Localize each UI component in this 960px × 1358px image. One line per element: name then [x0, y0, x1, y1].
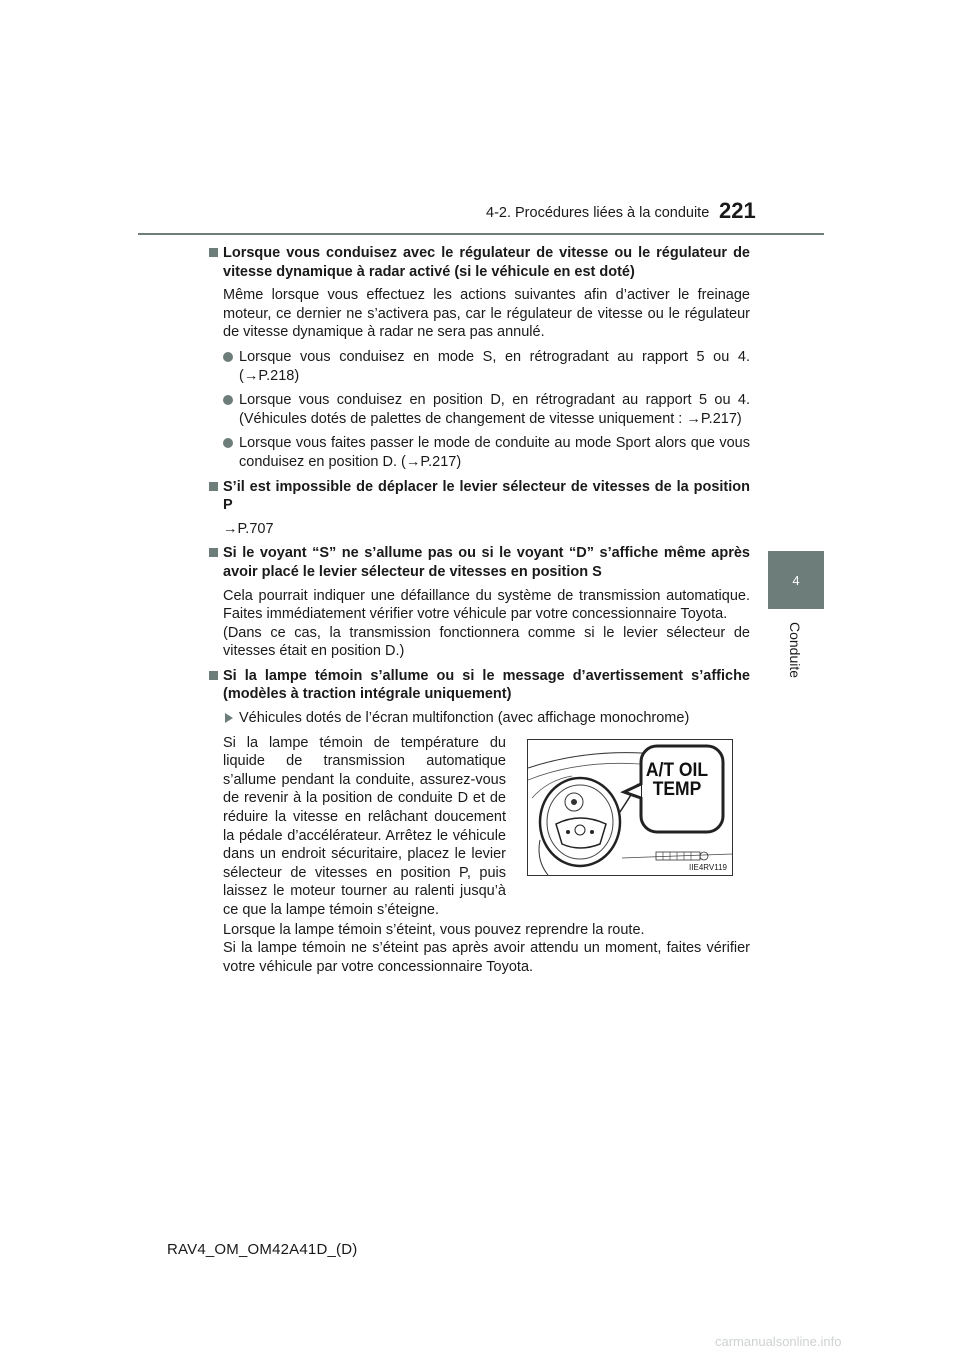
watermark[interactable]: carmanualsonline.info	[715, 1334, 842, 1349]
warning-message	[642, 761, 712, 799]
round-bullet-icon	[223, 395, 233, 405]
paragraph: Cela pourrait indiquer une défaillance du système de transmission automatique. Faites immédiatement vérifier votre véhicule par votre concessionnaire Toyota.	[223, 587, 750, 623]
round-bullet-icon	[223, 438, 233, 448]
section-heading	[209, 478, 750, 515]
header-section-title: 4-2. Procédures liées à la conduite	[486, 205, 710, 221]
section-heading-text: Lorsque vous conduisez avec le régulateur de vitesse ou le régulateur de vitesse dynamique à radar activé (si le véhicule en est doté)	[223, 245, 750, 280]
paragraph: Si la lampe témoin ne s’éteint pas après avoir attendu un moment, faites vérifier votre véhicule par votre concessionnaire Toyota.	[223, 940, 750, 975]
triangle-bullet-icon	[225, 713, 233, 723]
dashboard-illustration	[527, 739, 733, 876]
section-heading-text: S’il est impossible de déplacer le levier sélecteur de vitesses de la position P	[223, 478, 750, 514]
section-heading-text: Si la lampe témoin s’allume ou si le message d’avertissement s’affiche (modèles à traction intégrale uniquement)	[223, 667, 750, 703]
paragraph: Lorsque la lampe témoin s’éteint, vous pouvez reprendre la route.	[223, 921, 645, 938]
square-bullet-icon	[209, 482, 218, 491]
list-item	[209, 348, 750, 385]
paragraph: Si la lampe témoin de température du liquide de transmission automatique s’allume pendant la conduite, assurez-vous de revenir à la position de conduite D et de réduire la vitesse en relâchant doucement la pédale d’accélérateur. Arrêtez le véhicule dans un endroit sécuritaire, placez le levier sélecteur de vitesses en position P, puis laissez le moteur tourner au ralenti jusqu’à ce que la lampe témoin s’éteigne.	[223, 734, 506, 918]
list-item-text: Lorsque vous conduisez en position D, en rétrogradant au rapport 5 ou 4. (Véhicules dotés de palettes de changement de vitesse uniquement : →P.217)	[239, 392, 750, 427]
chapter-tab[interactable]	[768, 551, 824, 609]
chapter-title: Conduite	[787, 621, 803, 679]
list-item	[209, 434, 750, 471]
list-item	[209, 391, 750, 428]
illustration-code: IIE4RV119	[689, 863, 727, 872]
header-rule	[138, 233, 824, 235]
paragraph: Même lorsque vous effectuez les actions suivantes afin d’activer le freinage moteur, ce dernier ne s’activera pas, car le régulateur de vitesse ou le régulateur de vitesse dynamique à radar ne sera pas annulé.	[223, 287, 750, 341]
section-heading	[209, 244, 750, 281]
sub-item	[209, 709, 750, 728]
paragraph: (Dans ce cas, la transmission fonctionnera comme si le levier sélecteur de vitesses était en position D.)	[223, 624, 750, 660]
square-bullet-icon	[209, 248, 218, 257]
footer-model-code: RAV4_OM_OM42A41D_(D)	[167, 1241, 358, 1258]
section-heading	[209, 667, 750, 704]
square-bullet-icon	[209, 671, 218, 680]
warning-line: TEMP	[652, 779, 702, 800]
warning-line: A/T OIL	[645, 760, 709, 781]
list-item-text: Lorsque vous conduisez en mode S, en rétrogradant au rapport 5 ou 4. (→P.218)	[239, 348, 750, 384]
square-bullet-icon	[209, 548, 218, 557]
list-item-text: Lorsque vous faites passer le mode de conduite au mode Sport alors que vous conduisez en position D. (→P.217)	[239, 435, 750, 470]
section-heading	[209, 544, 750, 581]
chapter-number: 4	[792, 572, 800, 588]
page-number: 221	[719, 198, 756, 223]
section-heading-text: Si le voyant “S” ne s’allume pas ou si le voyant “D” s’affiche même après avoir placé le levier sélecteur de vitesses en position S	[223, 545, 750, 580]
round-bullet-icon	[223, 352, 233, 362]
page-reference-link[interactable]: →P.707	[223, 520, 274, 537]
sub-item-text: Véhicules dotés de l’écran multifonction (avec affichage monochrome)	[239, 710, 690, 727]
